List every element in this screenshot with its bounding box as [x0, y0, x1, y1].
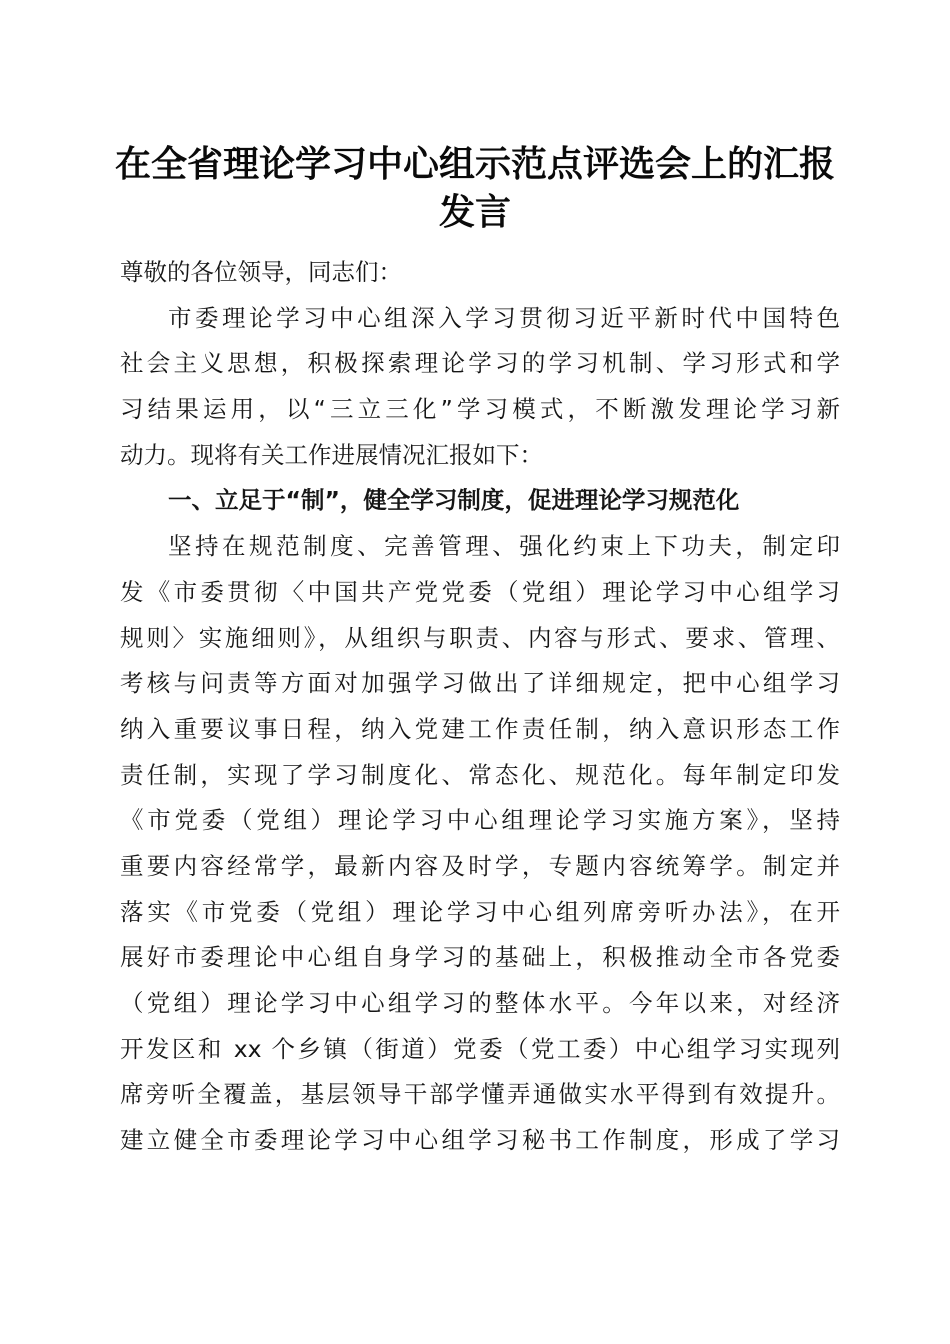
- paragraph-1-line: 社会主义思想，积极探索理论学习的学习机制、学习形式和学: [120, 349, 840, 378]
- paragraph-2-line: 考核与问责等方面对加强学习做出了详细规定，把中心组学习: [120, 669, 840, 698]
- document-title-line-2: 发言: [438, 191, 511, 233]
- paragraph-1-line: 市委理论学习中心组深入学习贯彻习近平新时代中国特色: [168, 303, 840, 332]
- paragraph-2-line: 开发区和 xx 个乡镇（街道）党委（党工委）中心组学习实现列: [120, 1034, 840, 1063]
- paragraph-2-line: 发《市委贯彻〈中国共产党党委（党组）理论学习中心组学习: [120, 577, 840, 606]
- paragraph-2-line: 纳入重要议事日程，纳入党建工作责任制，纳入意识形态工作: [120, 714, 840, 743]
- greeting: 尊敬的各位领导，同志们：: [120, 258, 402, 286]
- section-heading-1: 一、立足于“制”，健全学习制度，促进理论学习规范化: [168, 486, 740, 515]
- paragraph-2-line: 展好市委理论中心组自身学习的基础上，积极推动全市各党委: [120, 943, 840, 972]
- paragraph-2-line: 规则〉实施细则》，从组织与职责、内容与形式、要求、管理、: [120, 623, 840, 652]
- paragraph-2-line: 《市党委（党组）理论学习中心组理论学习实施方案》，坚持: [120, 806, 840, 835]
- paragraph-1-line: 动力。现将有关工作进展情况汇报如下：: [120, 440, 543, 469]
- paragraph-2-line: 重要内容经常学，最新内容及时学，专题内容统筹学。制定并: [120, 851, 840, 880]
- document-title-line-1: 在全省理论学习中心组示范点评选会上的汇报: [114, 143, 835, 185]
- paragraph-2-line: 席旁听全覆盖，基层领导干部学懂弄通做实水平得到有效提升。: [120, 1080, 840, 1109]
- paragraph-2-line: （党组）理论学习中心组学习的整体水平。今年以来，对经济: [120, 989, 840, 1017]
- paragraph-2-line: 坚持在规范制度、完善管理、强化约束上下功夫，制定印: [168, 532, 840, 561]
- paragraph-2-line: 落实《市党委（党组）理论学习中心组列席旁听办法》，在开: [120, 897, 840, 926]
- document-body: [120, 250, 840, 1164]
- paragraph-2-line: 责任制，实现了学习制度化、常态化、规范化。每年制定印发: [120, 760, 840, 789]
- paragraph-2-line: 建立健全市委理论学习中心组学习秘书工作制度，形成了学习: [120, 1126, 840, 1155]
- paragraph-1-line: 习结果运用，以“三立三化”学习模式，不断激发理论学习新: [120, 395, 840, 424]
